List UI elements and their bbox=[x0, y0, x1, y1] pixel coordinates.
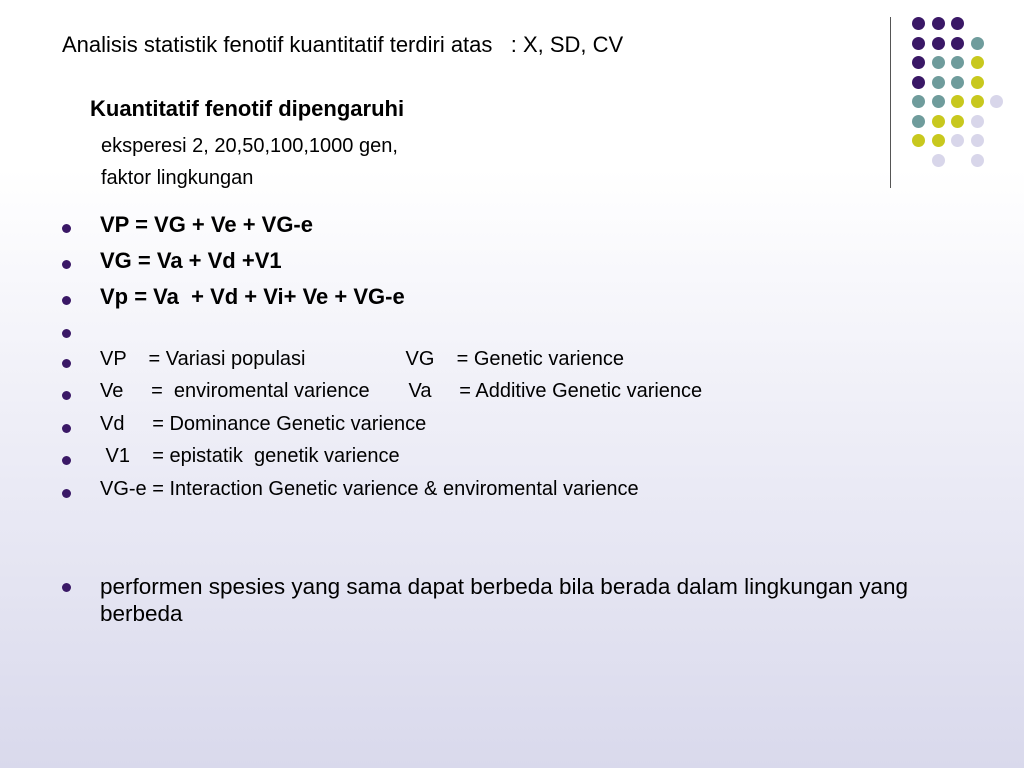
bullet-marker bbox=[62, 224, 71, 233]
bullet-text: Ve = enviromental varience Va = Additive Genetic varience bbox=[100, 380, 703, 402]
decorative-dot bbox=[971, 37, 984, 50]
decorative-dot bbox=[951, 56, 964, 69]
subheading-line-1: eksperesi 2, 20,50,100,1000 gen, bbox=[101, 135, 398, 157]
bullet-text: V1 = epistatik genetik varience bbox=[100, 445, 400, 467]
decorative-dot bbox=[912, 134, 925, 147]
bullet-text: VG-e = Interaction Genetic varience & enviromental varience bbox=[100, 478, 639, 500]
decorative-dot bbox=[912, 17, 925, 30]
decorative-dot bbox=[932, 17, 945, 30]
bullet-marker bbox=[62, 359, 71, 368]
bullet-marker bbox=[62, 260, 71, 269]
decorative-dot bbox=[971, 56, 984, 69]
decorative-dot bbox=[971, 76, 984, 89]
decorative-dot bbox=[912, 76, 925, 89]
bullet-text: VP = VG + Ve + VG-e bbox=[100, 212, 313, 237]
bullet-marker bbox=[62, 424, 71, 433]
decorative-dot bbox=[951, 37, 964, 50]
decorative-dot bbox=[912, 56, 925, 69]
decorative-dot bbox=[971, 134, 984, 147]
decorative-dot bbox=[932, 115, 945, 128]
bullet-text: Vp = Va + Vd + Vi+ Ve + VG-e bbox=[100, 284, 405, 309]
decorative-dot bbox=[951, 95, 964, 108]
slide-title: Analisis statistik fenotif kuantitatif terdiri atas : X, SD, CV bbox=[62, 32, 624, 57]
decorative-dot bbox=[951, 17, 964, 30]
decorative-dot bbox=[912, 95, 925, 108]
decorative-dot bbox=[971, 154, 984, 167]
decorative-dot bbox=[912, 115, 925, 128]
bullet-text: VP = Variasi populasi VG = Genetic varience bbox=[100, 348, 624, 370]
subheading-line-2: faktor lingkungan bbox=[101, 167, 254, 189]
decorative-dot bbox=[932, 134, 945, 147]
decorative-dot bbox=[932, 76, 945, 89]
decorative-dot bbox=[971, 115, 984, 128]
vertical-divider bbox=[890, 17, 891, 188]
bullet-marker bbox=[62, 489, 71, 498]
decorative-dot bbox=[951, 134, 964, 147]
decorative-dot bbox=[971, 95, 984, 108]
decorative-dot bbox=[912, 37, 925, 50]
decorative-dot bbox=[951, 76, 964, 89]
bullet-text: Vd = Dominance Genetic varience bbox=[100, 413, 427, 435]
decorative-dot bbox=[932, 154, 945, 167]
bullet-text: performen spesies yang sama dapat berbeda bila berada dalam lingkungan yang berbeda bbox=[100, 574, 909, 626]
decorative-dot bbox=[932, 56, 945, 69]
bullet-text: VG = Va + Vd +V1 bbox=[100, 248, 282, 273]
decorative-dot bbox=[951, 115, 964, 128]
decorative-dot bbox=[932, 37, 945, 50]
bullet-marker bbox=[62, 296, 71, 305]
decorative-dot bbox=[932, 95, 945, 108]
subheading: Kuantitatif fenotif dipengaruhi bbox=[90, 96, 405, 121]
decorative-dot bbox=[990, 95, 1003, 108]
bullet-marker bbox=[62, 391, 71, 400]
bullet-marker bbox=[62, 329, 71, 338]
bullet-marker bbox=[62, 456, 71, 465]
bullet-marker bbox=[62, 583, 71, 592]
